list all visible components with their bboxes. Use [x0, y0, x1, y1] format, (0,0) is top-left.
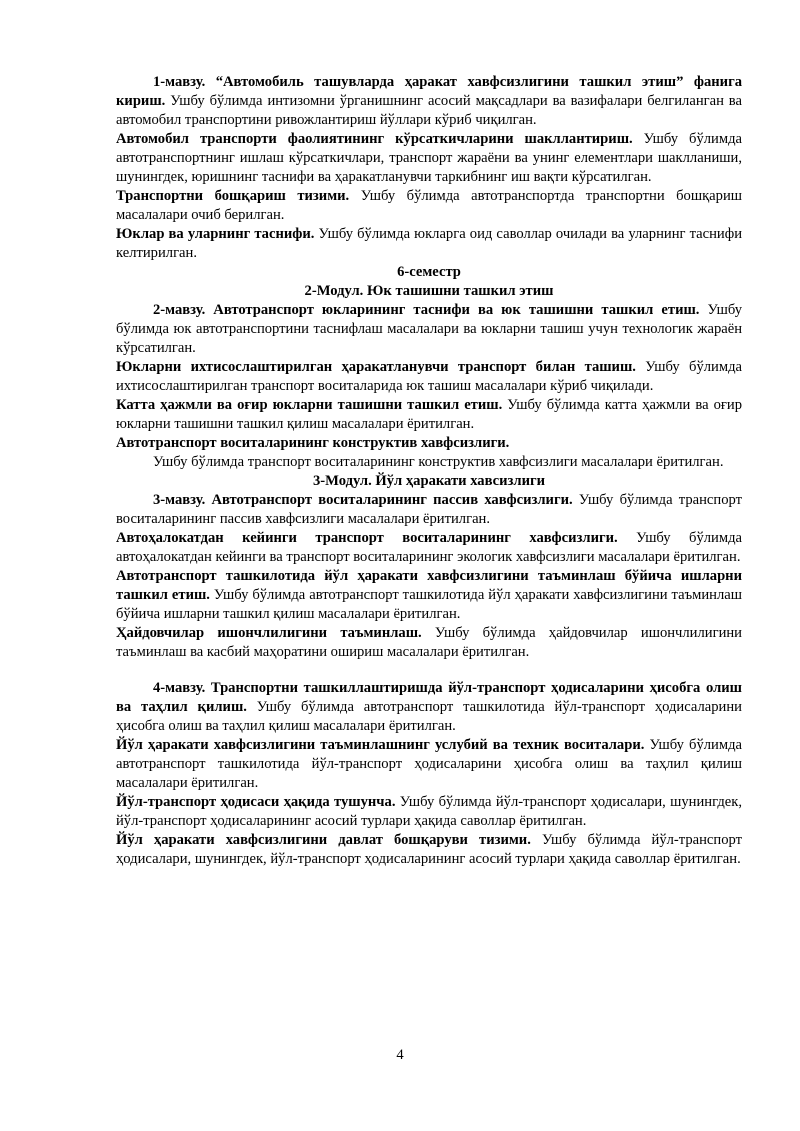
paragraph-spacer — [116, 662, 742, 679]
paragraph-body: Ушбу бўлимда автотранспорт ташкилотида йўл-транспорт ҳодисаларини ҳисобга олиш ва таҳлил қилиш масалалари ёритилган. — [116, 737, 742, 791]
paragraph-body: Ушбу бўлимда автотранспортнинг ишлаш кўрсаткичлари, транспорт жараёни ва унинг елементлари шаклланиши, шунингдек, юришнинг таснифи ва ҳаракатланувчи таркибнинг иш вақти кўрсатилган. — [116, 131, 742, 185]
paragraph-body: Ушбу бўлимда юкларга оид саволлар очилади ва уларнинг таснифи келтирилган. — [116, 226, 743, 261]
topic-1-paragraph — [116, 73, 742, 130]
paragraph-heading: Ҳайдовчилар ишончлилигини таъминлаш. — [116, 625, 422, 641]
paragraph-body: Ушбу бўлимда интизомни ўрганишнинг асосий мақсадлари ва вазифалари белгиланган ва автомобил транспортини ривожлантириш йўллари кўриб чиқилган. — [116, 93, 742, 128]
paragraph-body: Ушбу бўлимда катта ҳажмли ва оғир юкларни ташишни ташкил қилиш масалалари ёритилган. — [116, 397, 742, 432]
post-accident-safety-paragraph — [116, 529, 742, 567]
paragraph-body: Ушбу бўлимда йўл-транспорт ҳодисалари, шунингдек, йўл-транспорт ҳодисаларининг асосий турлари ҳақида саволлар ёритилган. — [116, 832, 742, 867]
paragraph-heading: Транспортни бошқариш тизими. — [116, 188, 350, 204]
paragraph-heading: Автоҳалокатдан кейинги транспорт воситаларининг хавфсизлиги. — [116, 530, 618, 546]
paragraph-heading: 2-мавзу. Автотранспорт юкларининг таснифи ва юк ташишни ташкил етиш. — [153, 302, 700, 318]
paragraph-heading: Йўл ҳаракати хавфсизлигини таъминлашнинг услубий ва техник воситалари. — [116, 737, 645, 753]
paragraph-body: Ушбу бўлимда йўл-транспорт ҳодисалари, шунингдек, йўл-транспорт ҳодисаларининг асосий турлари ҳақида саволлар ёритилган. — [116, 794, 743, 829]
paragraph-body: Ушбу бўлимда ихтисослаштирилган транспорт воситаларида юк ташиш масалалари кўриб чиқилади. — [116, 359, 742, 394]
paragraph-heading: Юклар ва уларнинг таснифи. — [116, 226, 315, 242]
paragraph-body: Ушбу бўлимда автотранспорт ташкилотида йўл ҳаракати хавфсизлигини таъминлаш бўйича ишларни ташкил қилиш масалалари ёритилган. — [116, 587, 742, 622]
organization-safety-paragraph — [116, 567, 742, 624]
methodical-means-paragraph — [116, 736, 742, 793]
paragraph-heading: 4-мавзу. Транспортни ташкиллаштиришда йўл-транспорт ҳодисаларини ҳисобга олиш ва таҳлил қилиш. — [116, 680, 742, 715]
constructive-safety-body-paragraph — [116, 453, 742, 472]
paragraph-body: Ушбу бўлимда автотранспорт ташкилотида йўл-транспорт ҳодисаларини ҳисобга олиш ва таҳлил қилиш масалалари ёритилган. — [116, 699, 742, 734]
paragraph-heading: Йўл ҳаракати хавфсизлигини давлат бошқаруви тизими. — [116, 832, 531, 848]
paragraph-heading: Автомобил транспорти фаолиятининг кўрсаткичларини шакллантириш. — [116, 131, 633, 147]
paragraph-body: Ушбу бўлимда транспорт воситаларининг пассив хавфсизлиги масалалари ёритилган. — [116, 492, 743, 527]
paragraph-heading: 1-мавзу. “Автомобиль ташувларда ҳаракат хавфсизлигини ташкил этиш” фанига кириш. — [116, 74, 742, 109]
paragraph-body: Ушбу бўлимда автоҳалокатдан кейинги ва транспорт воситаларининг экологик хавфсизлиги масалалари ёритилган. — [116, 530, 743, 565]
constructive-safety-heading-paragraph — [116, 434, 742, 453]
specialized-transport-paragraph — [116, 358, 742, 396]
document-page — [116, 73, 742, 869]
heavy-cargo-paragraph — [116, 396, 742, 434]
topic-4-paragraph — [116, 679, 742, 736]
paragraph-heading: Автотранспорт ташкилотида йўл ҳаракати хавфсизлигини таъминлаш бўйича ишларни ташкил етиш. — [116, 568, 742, 603]
topic-3-paragraph — [116, 491, 742, 529]
paragraph-body: Ушбу бўлимда автотранспортда транспортни бошқариш масалалари очиб берилган. — [116, 188, 742, 223]
paragraph-heading: 3-мавзу. Автотранспорт воситаларининг пассив хавфсизлиги. — [153, 492, 573, 508]
topic-2-paragraph — [116, 301, 742, 358]
module-3-heading: 3-Модул. Йўл ҳаракати хавсизлиги — [312, 473, 546, 489]
semester-heading: 6-семестр — [397, 264, 461, 280]
transport-management-paragraph — [116, 187, 742, 225]
paragraph-heading: Йўл-транспорт ҳодисаси ҳақида тушунча. — [116, 794, 396, 810]
paragraph-body: Ушбу бўлимда транспорт воситаларининг конструктив хавфсизлиги масалалари ёритилган. — [153, 454, 724, 470]
paragraph-body: Ушбу бўлимда ҳайдовчилар ишончлилигини таъминлаш ва касбий маҳоратини ошириш масалалари ёритилган. — [116, 625, 742, 660]
module-2-heading: 2-Модул. Юк ташишни ташкил этиш — [304, 283, 554, 299]
paragraph-heading: Юкларни ихтисослаштирилган ҳаракатланувчи транспорт билан ташиш. — [116, 359, 636, 375]
transport-indicators-paragraph — [116, 130, 742, 187]
paragraph-heading: Катта ҳажмли ва оғир юкларни ташишни ташкил етиш. — [116, 397, 503, 413]
accident-concept-paragraph — [116, 793, 742, 831]
paragraph-heading: Автотранспорт воситаларининг конструктив хавфсизлиги. — [116, 435, 510, 451]
paragraph-body: Ушбу бўлимда юк автотранспортини таснифлаш масалалари ва юкларни ташиш учун технологик жараён кўрсатилган. — [116, 302, 742, 356]
driver-reliability-paragraph — [116, 624, 742, 662]
page-number: 4 — [396, 1047, 404, 1063]
state-management-paragraph — [116, 831, 742, 869]
cargo-classification-paragraph — [116, 225, 742, 263]
